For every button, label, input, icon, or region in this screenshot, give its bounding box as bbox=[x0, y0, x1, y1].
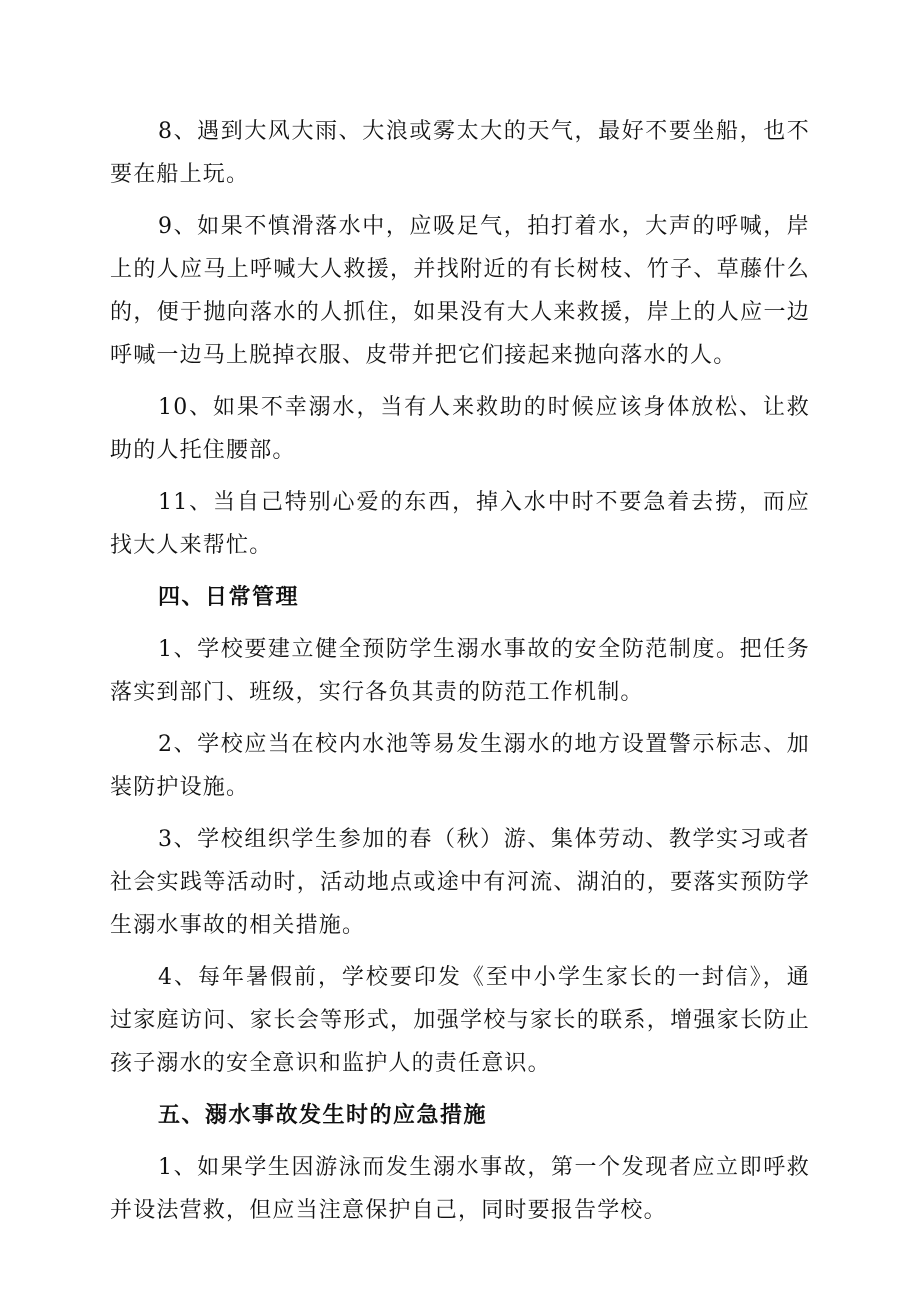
emergency-item-1: 1、如果学生因游泳而发生溺水事故，第一个发现者应立即呼救并设法营救，但应当注意保护自己，同时要报告学校。 bbox=[110, 1155, 810, 1223]
paragraph-9: 9、如果不慎滑落水中，应吸足气，拍打着水，大声的呼喊，岸上的人应马上呼喊大人救援，并找附近的有长树枝、竹子、草藤什么的，便于抛向落水的人抓住，如果没有大人来救援，岸上的人应一边呼喊一边马上脱掉衣服、皮带并把它们接起来抛向落水的人。 bbox=[110, 214, 810, 368]
document-page bbox=[110, 110, 810, 1241]
management-item-3: 3、学校组织学生参加的春（秋）游、集体劳动、教学实习或者社会实践等活动时，活动地点或途中有河流、湖泊的，要落实预防学生溺水事故的相关措施。 bbox=[110, 827, 810, 938]
paragraph-10: 10、如果不幸溺水，当有人来救助的时候应该身体放松、让救助的人托住腰部。 bbox=[110, 395, 810, 463]
management-item-1: 1、学校要建立健全预防学生溺水事故的安全防范制度。把任务落实到部门、班级，实行各负其责的防范工作机制。 bbox=[110, 637, 810, 705]
section-heading-emergency-measures: 五、溺水事故发生时的应急措施 bbox=[158, 1103, 488, 1128]
paragraph-11: 11、当自己特别心爱的东西，掉入水中时不要急着去捞，而应找大人来帮忙。 bbox=[110, 490, 810, 558]
management-item-4: 4、每年暑假前，学校要印发《至中小学生家长的一封信》，通过家庭访问、家长会等形式，加强学校与家长的联系，增强家长防止孩子溺水的安全意识和监护人的责任意识。 bbox=[110, 965, 810, 1076]
management-item-2: 2、学校应当在校内水池等易发生溺水的地方设置警示标志、加装防护设施。 bbox=[110, 732, 810, 800]
paragraph-8: 8、遇到大风大雨、大浪或雾太大的天气，最好不要坐船，也不要在船上玩。 bbox=[110, 119, 810, 187]
section-heading-daily-management: 四、日常管理 bbox=[158, 585, 300, 610]
